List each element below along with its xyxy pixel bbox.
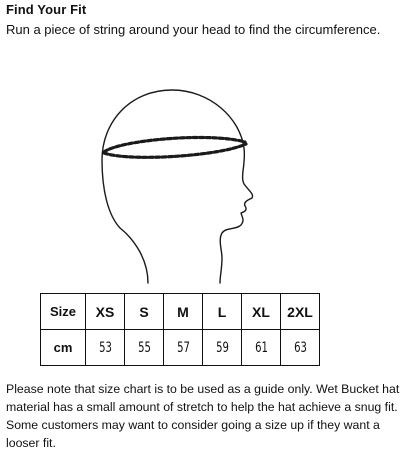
size-chart-table: [40, 293, 320, 366]
row-label-size: Size: [41, 294, 86, 330]
cm-cell: 61: [247, 330, 275, 366]
size-row: [41, 294, 320, 330]
size-cell: 2XL: [281, 294, 320, 330]
cm-cell: 55: [130, 330, 158, 366]
disclaimer-note: Please note that size chart is to be used as a guide only. Wet Bucket hat material has a small amount of stretch to help the hat achieve a snug fit. Some customers may want to consider going a size up if they want a looser fit.: [6, 382, 400, 450]
size-cell: M: [164, 294, 203, 330]
size-cell: S: [125, 294, 164, 330]
size-cell: XL: [242, 294, 281, 330]
cm-cell: 53: [91, 330, 119, 366]
instruction-text: Run a piece of string around your head to find the circumference.: [6, 22, 381, 37]
head-profile-icon: [90, 80, 270, 285]
cm-cell: 57: [169, 330, 197, 366]
cm-cell: 63: [286, 330, 314, 366]
page-title: Find Your Fit: [6, 2, 87, 17]
cm-cell: 59: [208, 330, 236, 366]
cm-row: [41, 330, 320, 366]
head-outline: [102, 90, 253, 283]
size-cell: XS: [86, 294, 125, 330]
row-label-cm: cm: [41, 330, 86, 366]
size-cell: L: [203, 294, 242, 330]
